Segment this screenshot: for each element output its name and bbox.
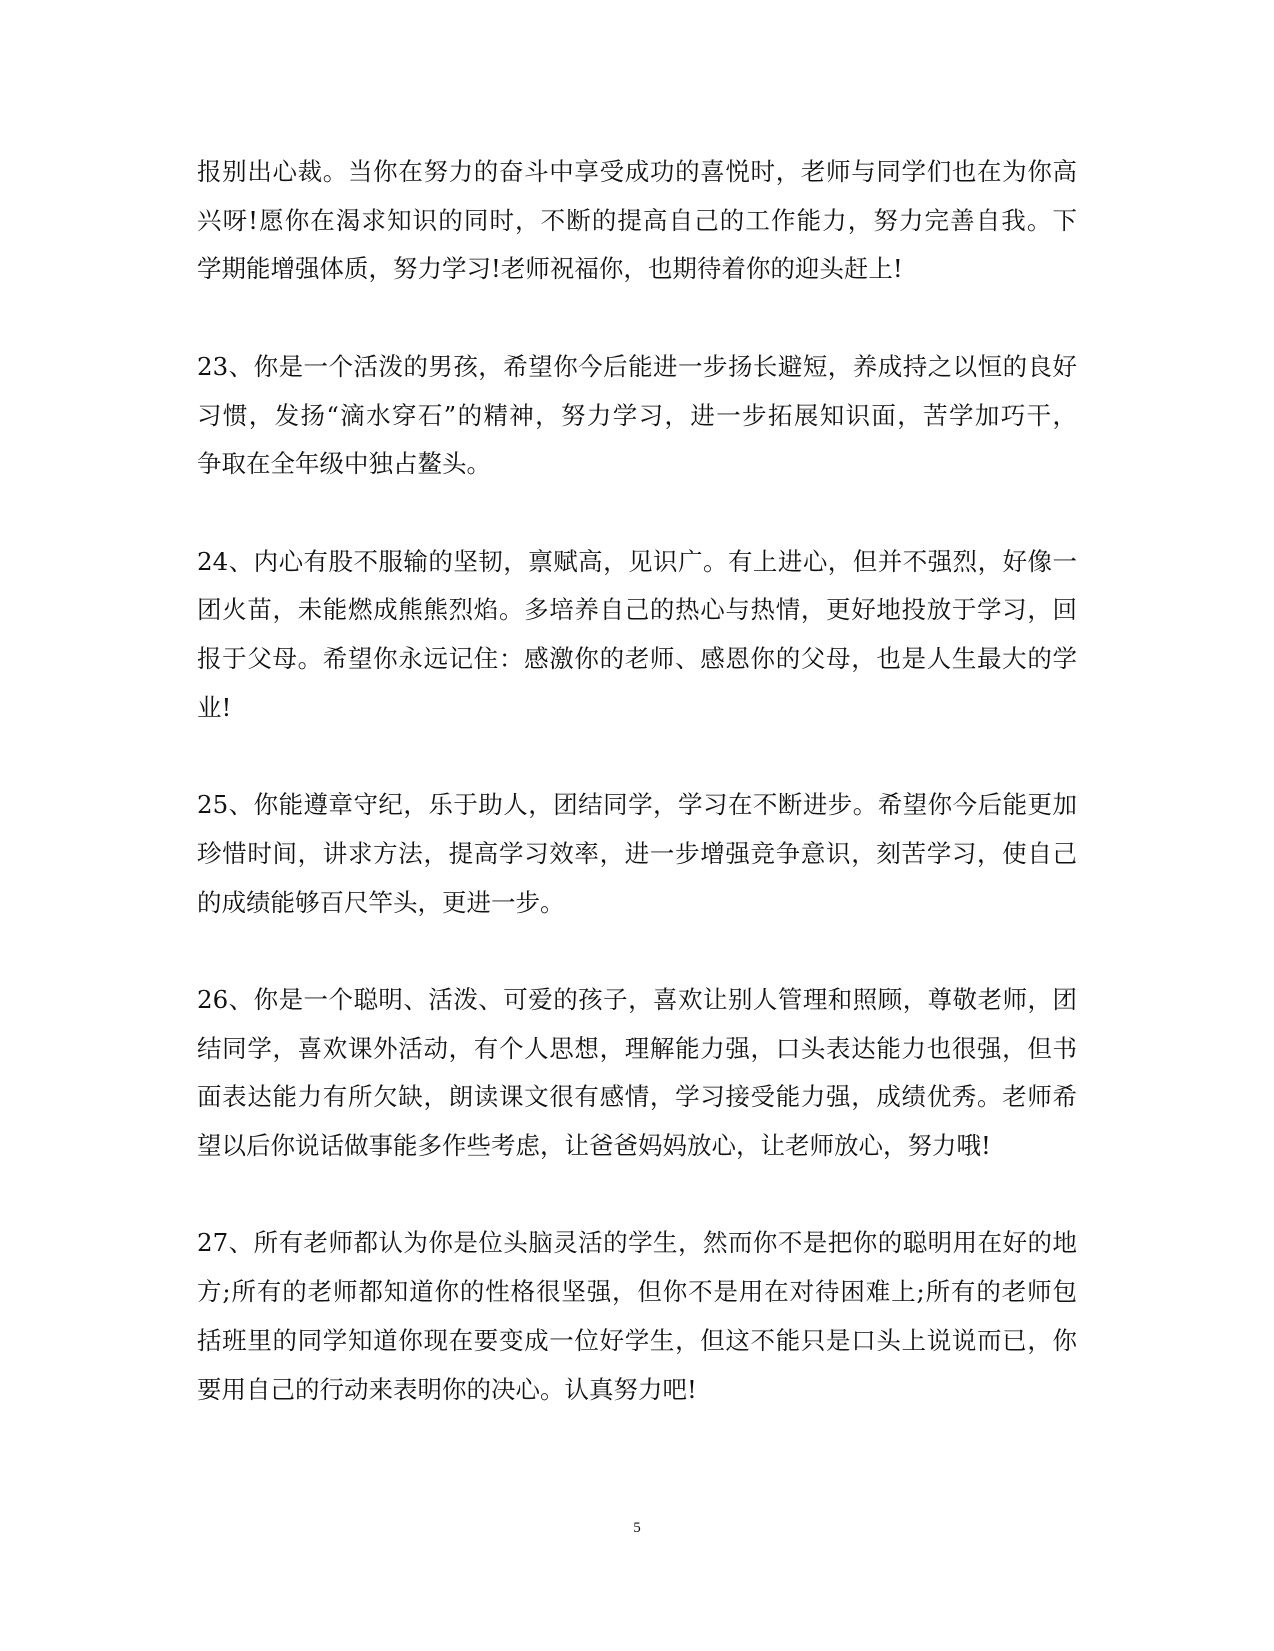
page-number: 5 [633, 1520, 641, 1536]
text-line: 要用自己的行动来表明你的决心。认真努力吧! [197, 1374, 697, 1404]
text-line: 兴呀!愿你在渴求知识的同时，不断的提高自己的工作能力，努力完善自我。下 [197, 205, 1077, 235]
paragraph-continuation [197, 148, 1077, 294]
text-line: 报别出心裁。当你在努力的奋斗中享受成功的喜悦时，老师与同学们也在为你高 [197, 157, 1077, 186]
text-line: 面表达能力有所欠缺，朗读课文很有感情，学习接受能力强，成绩优秀。老师希 [197, 1082, 1077, 1112]
paragraph-23 [197, 343, 1077, 489]
text-line: 争取在全年级中独占鳌头。 [197, 449, 491, 479]
paragraph-24 [197, 538, 1077, 733]
paragraph-27 [197, 1219, 1077, 1414]
text-line: 业! [197, 692, 232, 722]
text-line: 学期能增强体质，努力学习!老师祝福你，也期待着你的迎头赶上! [197, 254, 903, 284]
text-line: 24、内心有股不服输的坚韧，禀赋高，见识广。有上进心，但并不强烈，好像一 [197, 546, 1077, 576]
text-line: 26、你是一个聪明、活泼、可爱的孩子，喜欢让别人管理和照顾，尊敬老师，团 [197, 984, 1077, 1014]
paragraph-25 [197, 781, 1077, 927]
text-line: 习惯，发扬“滴水穿石”的精神，努力学习，进一步拓展知识面，苦学加巧干， [197, 400, 1077, 430]
text-line: 的成绩能够百尺竿头，更进一步。 [197, 887, 565, 917]
text-line: 25、你能遵章守纪，乐于助人，团结同学，学习在不断进步。希望你今后能更加 [197, 790, 1077, 820]
text-line: 结同学，喜欢课外活动，有个人思想，理解能力强，口头表达能力也很强，但书 [197, 1033, 1077, 1063]
text-line: 27、所有老师都认为你是位头脑灵活的学生，然而你不是把你的聪明用在好的地 [197, 1228, 1077, 1258]
paragraph-26 [197, 976, 1077, 1171]
body-text [197, 148, 1077, 1414]
text-line: 方;所有的老师都知道你的性格很坚强，但你不是用在对待困难上;所有的老师包 [197, 1277, 1077, 1307]
text-line: 括班里的同学知道你现在要变成一位好学生，但这不能只是口头上说说而已，你 [197, 1325, 1077, 1355]
text-line: 报于父母。希望你永远记住：感激你的老师、感恩你的父母，也是人生最大的学 [197, 644, 1077, 673]
text-line: 望以后你说话做事能多作些考虑，让爸爸妈妈放心，让老师放心，努力哦! [197, 1131, 991, 1160]
text-line: 团火苗，未能燃成熊熊烈焰。多培养自己的热心与热情，更好地投放于学习，回 [197, 595, 1077, 625]
text-line: 珍惜时间，讲求方法，提高学习效率，进一步增强竞争意识，刻苦学习，使自己 [197, 838, 1077, 868]
text-line: 23、你是一个活泼的男孩，希望你今后能进一步扬长避短，养成持之以恒的良好 [197, 351, 1077, 381]
